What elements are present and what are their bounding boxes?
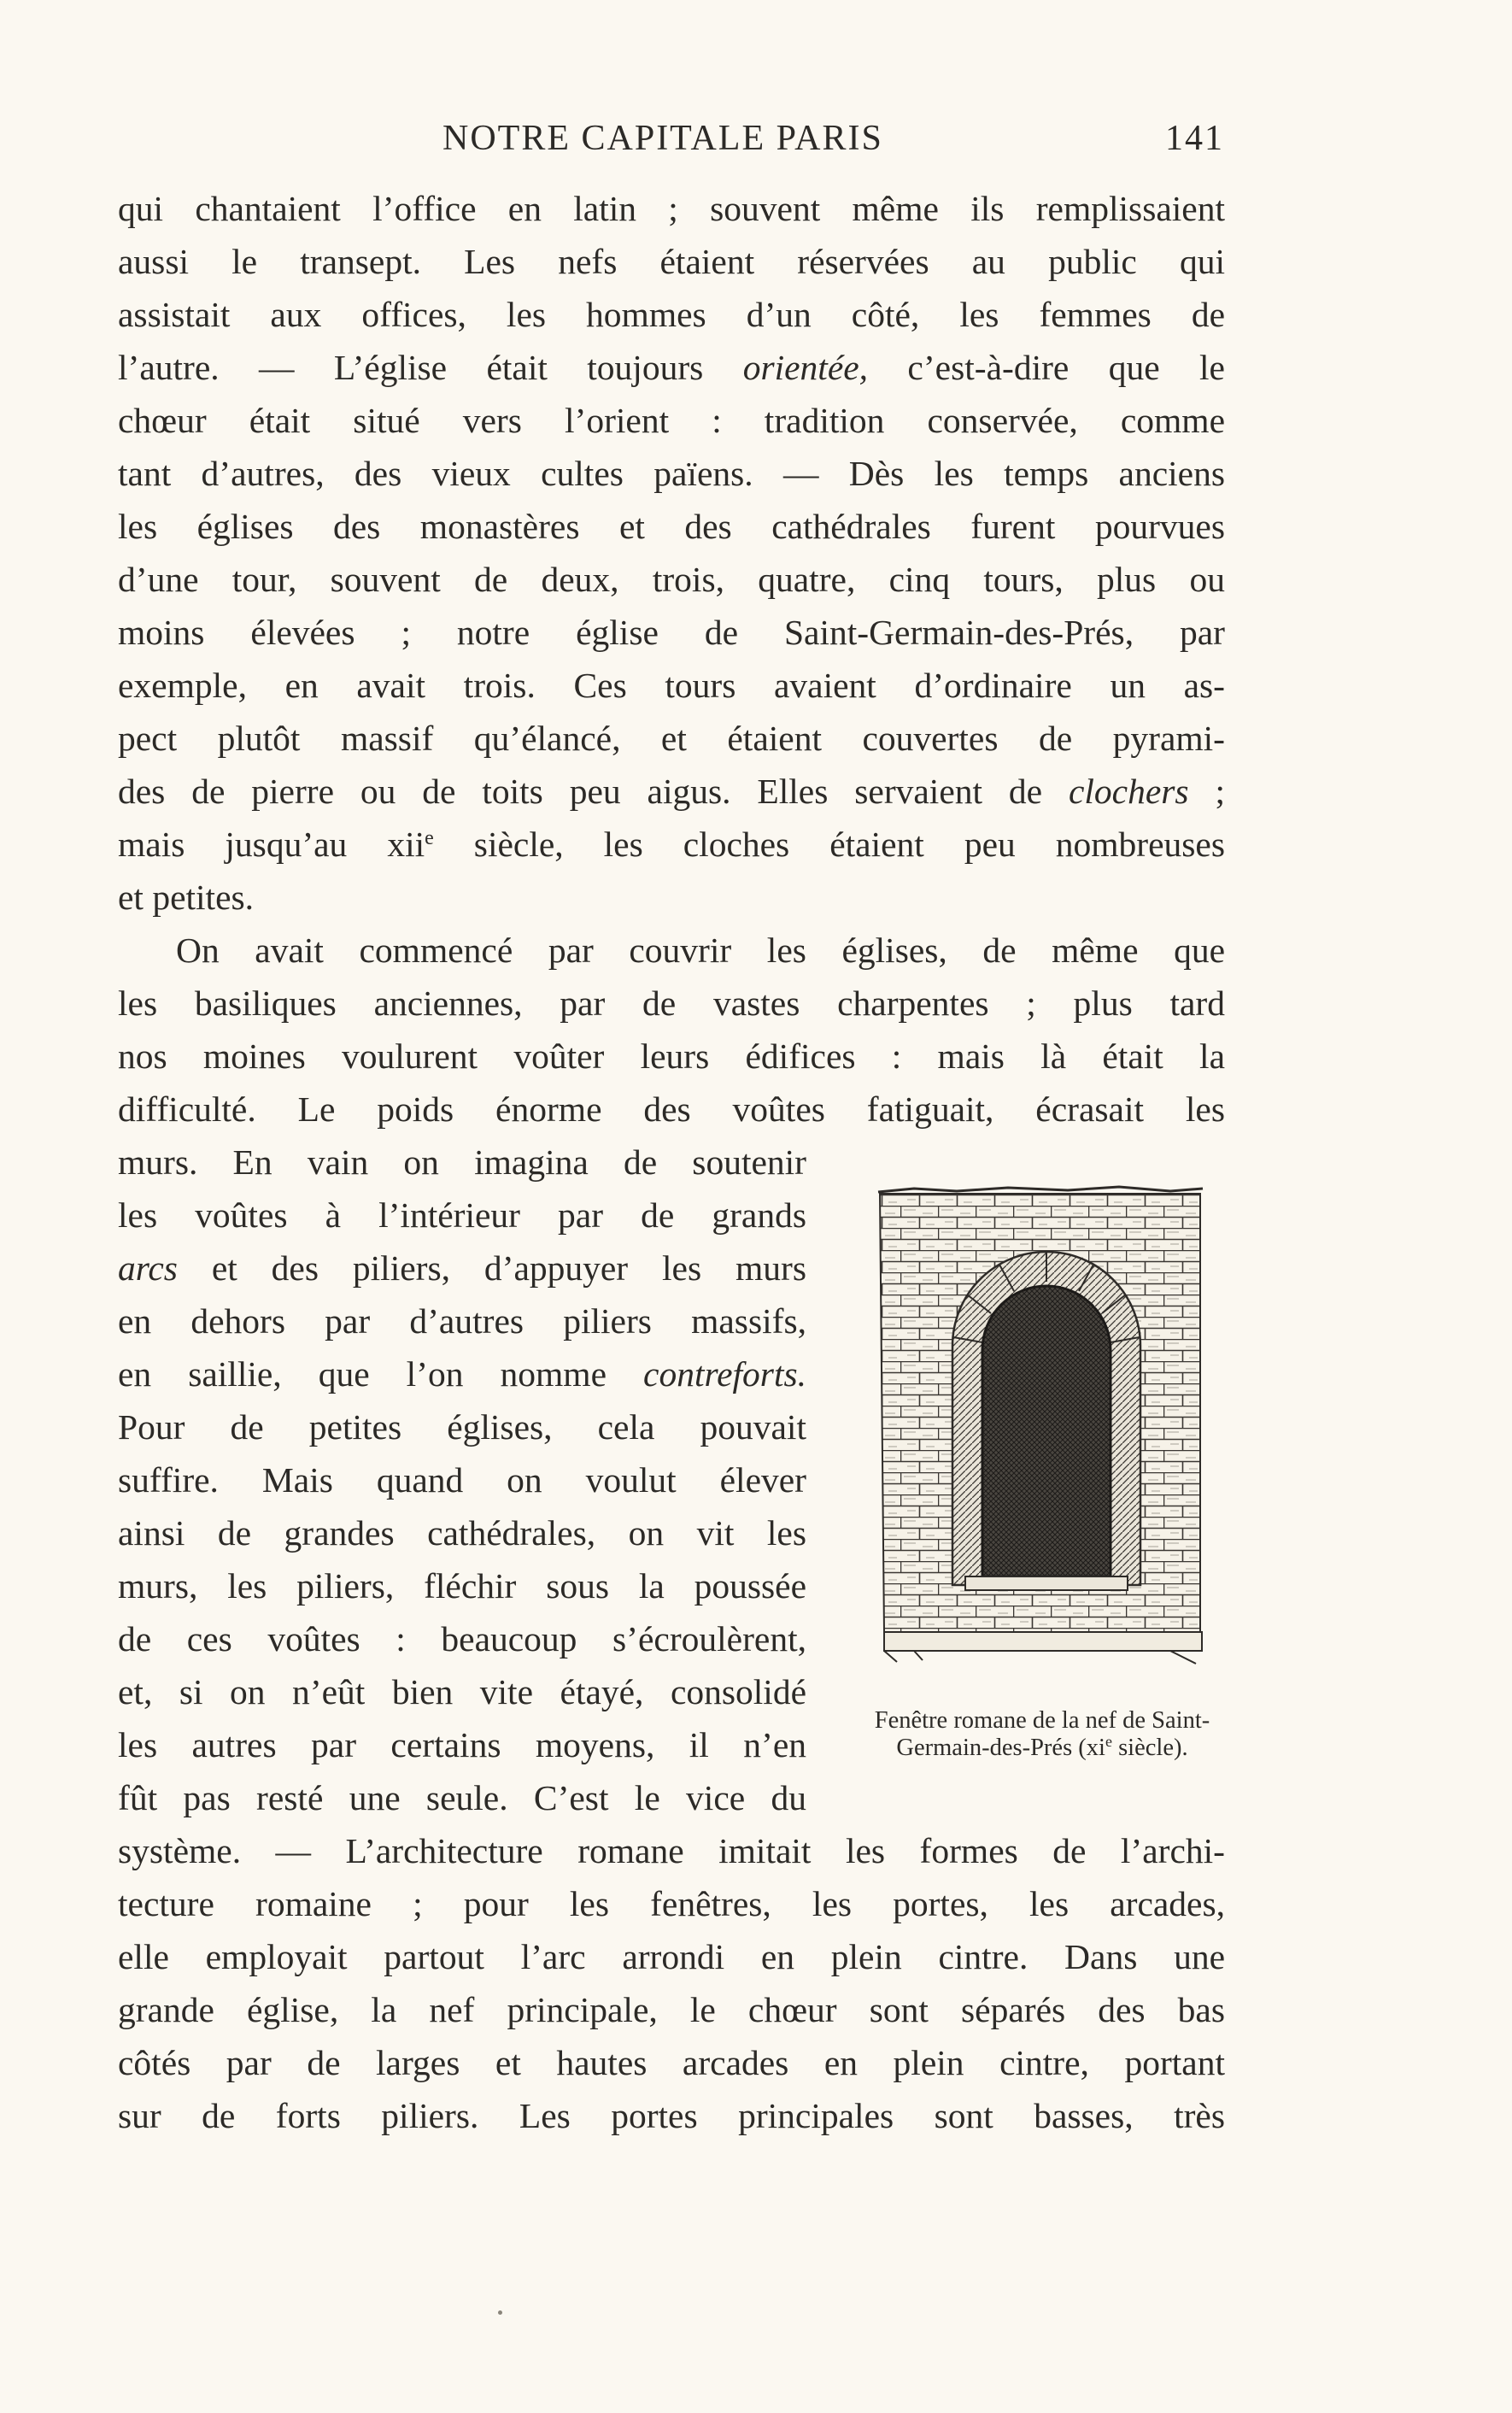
text-line: les autres par certains moyens, il n’en [118,1725,806,1764]
text-line: système. — L’architecture romane imitait les formes de l’archi- [118,1831,1225,1870]
text-segment: siècle, les cloches étaient peu nombreuses [433,825,1225,864]
text-line: On avait commencé par couvrir les églises, de même que [176,931,1225,970]
text-segment: l’autre. — L’église était toujours [118,348,743,387]
text-line: murs, les piliers, fléchir sous la poussée [118,1566,806,1606]
superscript: e [425,827,434,849]
text-line: moins élevées ; notre église de Saint-Germain-des-Prés, par [118,613,1225,652]
text-line: aussi le transept. Les nefs étaient réservées au public qui [118,242,1225,281]
text-line: d’une tour, souvent de deux, trois, quatre, cinq tours, plus ou [118,560,1225,599]
text-line: et petites. [118,878,255,917]
text-line: les basiliques anciennes, par de vastes charpentes ; plus tard [118,983,1225,1023]
text-line: sur de forts piliers. Les portes principales sont basses, très [118,2096,1225,2135]
text-line: elle employait partout l’arc arrondi en plein cintre. Dans une [118,1937,1225,1976]
italic-term-orientee: orientée, [742,348,869,387]
text-line: exemple, en avait trois. Ces tours avaient d’ordinaire un as- [118,666,1225,705]
text-line [118,341,1225,394]
caption-line [841,1735,1243,1762]
text-segment: en saillie, que l’on nomme [118,1354,644,1394]
text-line: Pour de petites églises, cela pouvait [118,1407,806,1447]
text-segment: et des piliers, d’appuyer les murs [177,1248,806,1288]
page-number: 141 [1165,119,1224,158]
century-numeral: xii [387,825,425,864]
text-line: en dehors par d’autres piliers massifs, [118,1301,806,1341]
text-line: suffire. Mais quand on voulut élever [118,1460,806,1500]
text-line [118,1242,806,1295]
page-speck [498,2310,502,2315]
italic-term-arcs: arcs [118,1248,178,1288]
text-line: de ces voûtes : beaucoup s’écroulèrent, [118,1619,806,1659]
caption-segment: siècle). [1111,1735,1188,1761]
text-line: tecture romaine ; pour les fenêtres, les portes, les arcades, [118,1884,1225,1923]
text-segment: ; [1188,772,1225,811]
text-line: les églises des monastères et des cathédrales furent pourvues [118,507,1225,546]
century-numeral: xi [1086,1735,1105,1761]
italic-term-clochers: clochers [1068,772,1189,811]
text-line [118,1347,806,1400]
text-line: côtés par de larges et hautes arcades en plein cintre, portant [118,2043,1225,2082]
text-line: les voûtes à l’intérieur par de grands [118,1195,806,1235]
text-segment: c’est-à-dire que le [868,348,1225,387]
running-head [118,118,1224,169]
text-line: qui chantaient l’office en latin ; souvent même ils remplissaient [118,189,1225,228]
text-line: chœur était situé vers l’orient : tradition conservée, comme [118,401,1225,440]
text-line: et, si on n’eût bien vite étayé, consolidé [118,1672,806,1711]
text-line: grande église, la nef principale, le chœur sont séparés des bas [118,1990,1225,2029]
superscript: e [1105,1733,1112,1750]
text-line: assistait aux offices, les hommes d’un côté, les femmes de [118,295,1225,334]
italic-term-contreforts: contreforts. [643,1354,806,1394]
text-line: pect plutôt massif qu’élancé, et étaient couvertes de pyrami- [118,719,1225,758]
text-line [118,765,1225,818]
text-line: tant d’autres, des vieux cultes païens. — Dès les temps anciens [118,454,1225,493]
caption-line: Fenêtre romane de la nef de Saint- [874,1707,1210,1734]
figure-caption [841,1707,1243,1762]
text-line: murs. En vain on imagina de soutenir [118,1142,806,1182]
text-line: difficulté. Le poids énorme des voûtes fatiguait, écrasait les [118,1089,1225,1129]
text-line: ainsi de grandes cathédrales, on vit les [118,1513,806,1553]
text-segment: des de pierre ou de toits peu aigus. Elles servaient de [118,772,1069,811]
romanesque-window-illustration [863,1183,1217,1688]
text-line [118,818,1225,871]
running-title: NOTRE CAPITALE PARIS [442,119,883,158]
caption-segment: Germain-des-Prés ( [896,1735,1087,1761]
text-line: fût pas resté une seule. C’est le vice du [118,1778,806,1817]
text-line: nos moines voulurent voûter leurs édifices : mais là était la [118,1036,1225,1076]
text-segment: mais jusqu’au [118,825,388,864]
